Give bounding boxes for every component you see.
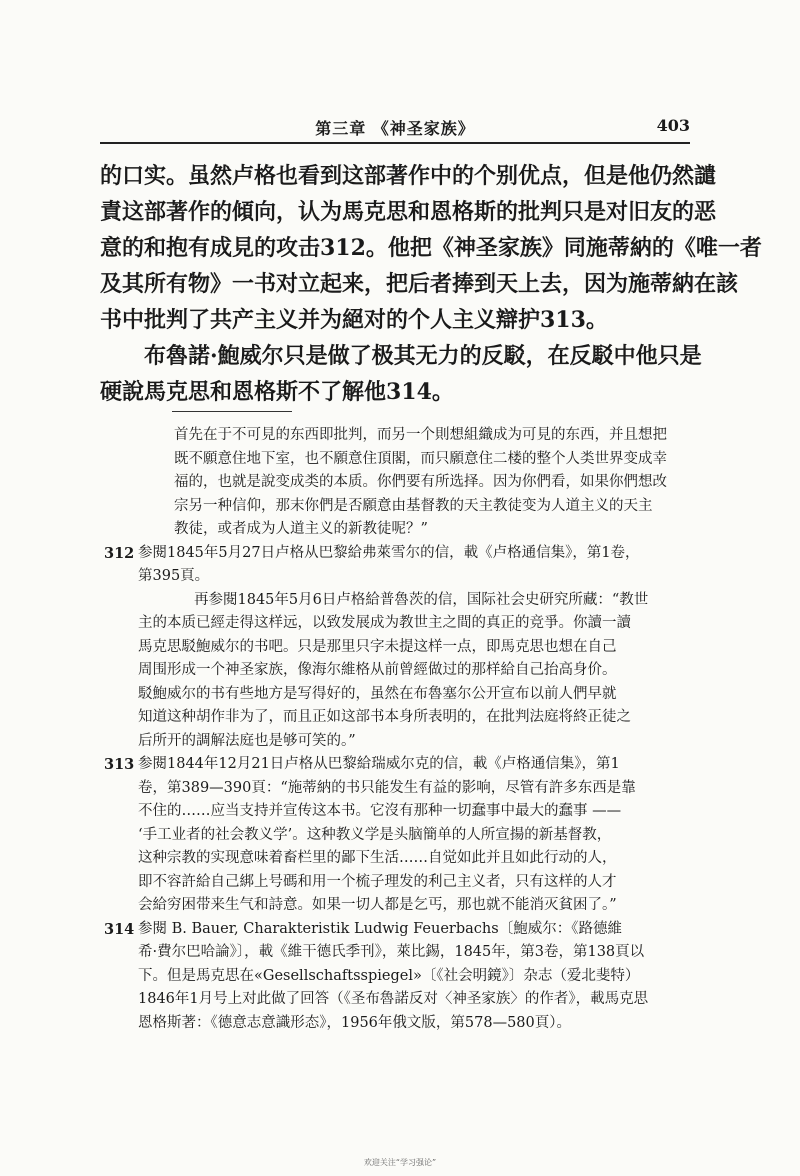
note-line: 参閱1844年12月21日卢格从巴黎給瑞威尔克的信，載《卢格通信集》，第1	[138, 756, 620, 772]
note-number: 312	[104, 544, 135, 562]
main-line: 及其所有物》一书对立起来，把后者捧到天上去，因为施蒂納在該	[100, 271, 739, 297]
note-line: 再参閱1845年5月6日卢格給普魯茨的信，国际社会史研究所藏：“教世	[194, 591, 649, 608]
running-header	[100, 112, 690, 144]
note-line: 第395頁。	[138, 568, 210, 584]
note-line: 既不願意住地下室，也不願意住頂閣，而只願意住二楼的整个人类世界变成幸	[174, 450, 667, 467]
note-line: 卷，第389—390頁：“施蒂納的书只能发生有益的影响，尽管有許多东西是靠	[138, 779, 636, 796]
note-312	[104, 542, 694, 754]
note-line: 参閱1845年5月27日卢格从巴黎給弗萊雪尔的信，載《卢格通信集》，第1卷，	[138, 544, 640, 561]
note-number: 314	[104, 920, 135, 938]
note-line: ‘手工业者的社会教义学’。这种教义学是头脑簡单的人所宣揚的新基督教，	[138, 826, 612, 843]
main-line: 布魯諾·鮑威尔只是做了极其无力的反駁，在反駁中他只是	[144, 343, 702, 369]
note-314	[104, 918, 694, 1036]
main-line: 意的和抱有成見的攻击312。他把《神圣家族》同施蒂納的《唯一者	[100, 235, 762, 261]
main-line: 书中批判了共产主义并为絕对的个人主义辯护313。	[100, 307, 608, 333]
note-line: 馬克思駁鮑威尔的书吧。只是那里只字未提这样一点，即馬克思也想在自己	[138, 638, 617, 655]
note-313	[104, 753, 694, 918]
note-line: 周围形成一个神圣家族，像海尔維格从前曾經做过的那样給自己抬高身价。	[138, 662, 617, 678]
main-line: 的口实。虽然卢格也看到这部著作中的个别优点，但是他仍然譴	[100, 163, 717, 189]
note-line: 宗另一种信仰，那末你們是否願意由基督教的天主教徒变为人道主义的天主	[174, 497, 653, 514]
note-line: 主的本质已經走得这样远，以致发展成为教世主之間的真正的竞爭。你讀一讀	[138, 615, 631, 631]
note-line: 福的，也就是說变成类的本质。你們要有所选择。因为你們看，如果你們想改	[174, 474, 667, 490]
note-line: 后所开的調解法庭也是够可笑的。”	[138, 732, 356, 749]
note-line: 下。但是馬克思在«Gesellschaftsspiegel»〔《社会明鏡》〕杂志（爱北斐特）	[138, 967, 640, 984]
note-line: 会給穷困带来生气和詩意。如果一切人都是乞丐，那也就不能消灭貧困了。”	[138, 897, 617, 913]
note-line: 駁鮑威尔的书有些地方是写得好的，虽然在布魯塞尔公开宣布以前人們早就	[138, 685, 617, 702]
footnote-separator	[172, 411, 292, 412]
main-line: 硬說馬克思和恩格斯不了解他314。	[100, 379, 454, 405]
note-continuation	[104, 424, 694, 542]
footnotes	[104, 424, 694, 1035]
note-line: 1846年1月号上对此做了回答（《圣布魯諾反对〈神圣家族〉的作者》，載馬克思	[138, 991, 649, 1007]
page-number: 403	[656, 116, 690, 135]
chapter-title: 第三章 《神圣家族》	[315, 119, 475, 138]
note-line: 希·費尔巴哈論》〕，載《維干德氏季刊》，萊比錫，1845年，第3卷，第138頁以	[138, 944, 645, 960]
note-line: 这种宗教的实现意味着畜栏里的鄙下生活……自觉如此并且如此行动的人，	[138, 850, 617, 866]
main-text	[100, 158, 762, 410]
note-line: 知道这种胡作非为了，而且正如这部书本身所表明的，在批判法庭将終正徒之	[138, 709, 631, 725]
note-line: 教徒，或者成为人道主义的新教徒呢？”	[174, 521, 428, 537]
note-line: 恩格斯著：《德意志意識形态》，1956年俄文版，第578—580頁）。	[138, 1014, 572, 1031]
note-line: 参閱 B. Bauer, Charakteristik Ludwig Feuerbachs〔鮑威尔：《路德維	[138, 920, 622, 937]
main-line: 責这部著作的傾向，认为馬克思和恩格斯的批判只是对旧友的恶	[100, 199, 717, 225]
note-line: 即不容許給自己綁上号碼和用一个梳子理发的利己主义者，只有这样的人才	[138, 873, 617, 890]
note-line: 不住的……应当支持并宣传这本书。它沒有那种一切蠢事中最大的蠢事 ——	[138, 803, 622, 819]
note-number: 313	[104, 756, 135, 773]
scan-footer: 欢迎关注“学习强论”	[363, 1158, 437, 1167]
note-line: 首先在于不可見的东西即批判，而另一个則想組織成为可見的东西，并且想把	[174, 427, 667, 443]
